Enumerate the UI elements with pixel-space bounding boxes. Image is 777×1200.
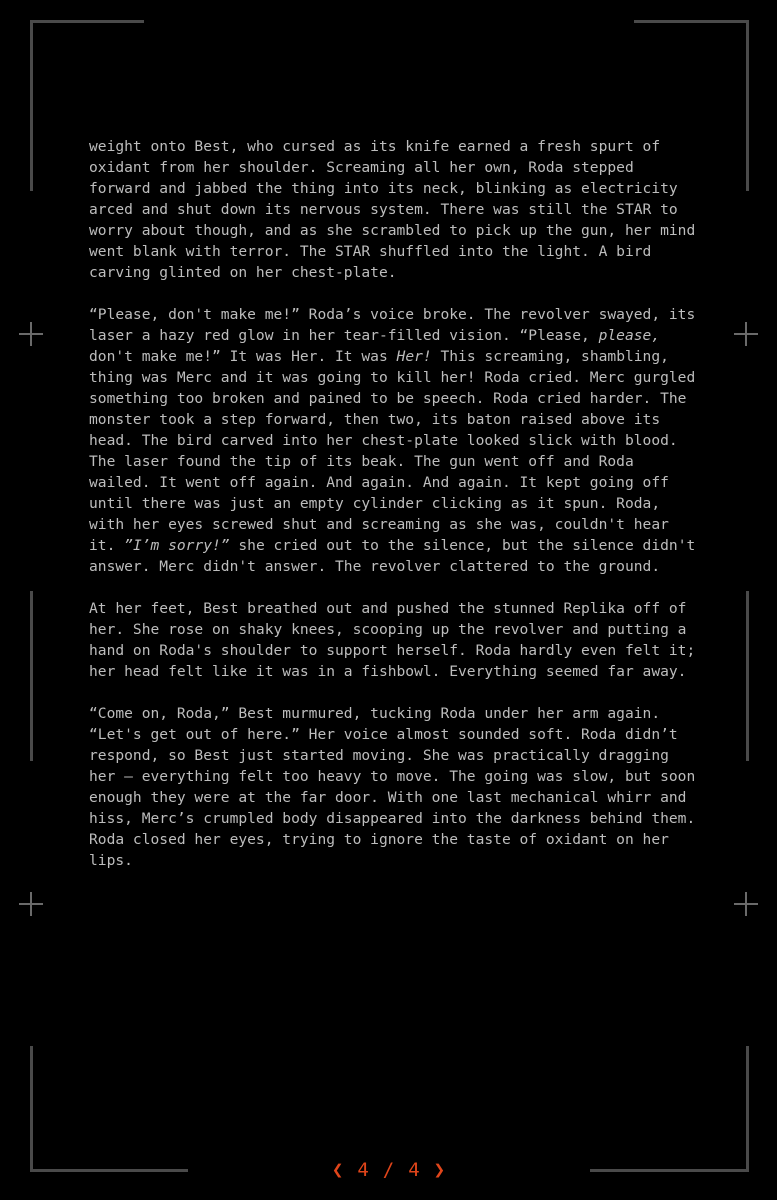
chevron-left-icon[interactable]: ❮ — [331, 1159, 344, 1181]
crosshair-icon — [19, 892, 43, 916]
italic-text: ”I’m sorry!” — [124, 537, 230, 554]
crosshair-icon — [19, 322, 43, 346]
paragraph — [89, 598, 699, 682]
paragraph — [89, 703, 699, 871]
text-run: she cried out to the silence, but the silence didn't answer. Merc didn't answer. The revolver clattered to the ground. — [89, 537, 696, 575]
frame-side-right — [746, 591, 749, 761]
italic-text: please, — [598, 327, 661, 344]
frame-corner-top-right-h — [634, 20, 749, 23]
text-run: This screaming, shambling, thing was Merc and it was going to kill her! Roda cried. Merc gurgled something too broken and pained to be speech. Roda cried harder. The monster took a step forward, then two, its baton raised above its head. The bird carved into her chest-plate looked slick with blood. The laser found the tip of its beak. The gun went off and Roda wailed. It went off again. And again. And again. It kept going off until there was just an empty cylinder clicking as it spun. Roda, with her eyes screwed shut and screaming as she was, couldn't hear it. — [89, 348, 696, 554]
text-run: weight onto Best, who cursed as its knife earned a fresh spurt of oxidant from her shoulder. Screaming all her own, Roda stepped forward and jabbed the thing into its neck, blinking as electricity arced and shut down its nervous system. There was still the STAR to worry about though, and as she scrambled to pick up the gun, her mind went blank with terror. The STAR shuffled into the light. A bird carving glinted on her chest-plate. — [89, 138, 696, 281]
story-text — [89, 136, 699, 892]
text-run: don't make me!” It was Her. It was — [89, 348, 397, 365]
paragraph — [89, 304, 699, 577]
paragraph — [89, 136, 699, 283]
text-run: “Come on, Roda,” Best murmured, tucking Roda under her arm again. “Let's get out of here.” Her voice almost sounded soft. Roda didn’t respond, so Best just started moving. She was practically dragging her — everything felt too heavy to move. The going was slow, but soon enough they were at the far door. With one last mechanical whirr and hiss, Merc’s crumpled body disappeared into the darkness behind them. Roda closed her eyes, trying to ignore the taste of oxidant on her lips. — [89, 705, 696, 869]
page-separator: / — [382, 1159, 395, 1181]
crosshair-icon — [734, 322, 758, 346]
page-total: 4 — [408, 1159, 420, 1181]
frame-corner-top-right-v — [746, 20, 749, 191]
chevron-right-icon[interactable]: ❯ — [433, 1159, 446, 1181]
text-run: At her feet, Best breathed out and pushed the stunned Replika off of her. She rose on shaky knees, scooping up the revolver and putting a hand on Roda's shoulder to support herself. Roda hardly even felt it; her head felt like it was in a fishbowl. Everything seemed far away. — [89, 600, 696, 680]
pagination — [0, 1156, 777, 1184]
crosshair-icon — [734, 892, 758, 916]
italic-text: Her! — [396, 348, 432, 365]
frame-side-left — [30, 591, 33, 761]
frame-corner-top-left-h — [30, 20, 144, 23]
frame-corner-bottom-left-v — [30, 1046, 33, 1172]
frame-corner-top-left-v — [30, 20, 33, 191]
text-run: “Please, don't make me!” Roda’s voice broke. The revolver swayed, its laser a hazy red glow in her tear-filled vision. “Please, — [89, 306, 696, 344]
page-current: 4 — [357, 1159, 369, 1181]
frame-corner-bottom-right-v — [746, 1046, 749, 1172]
